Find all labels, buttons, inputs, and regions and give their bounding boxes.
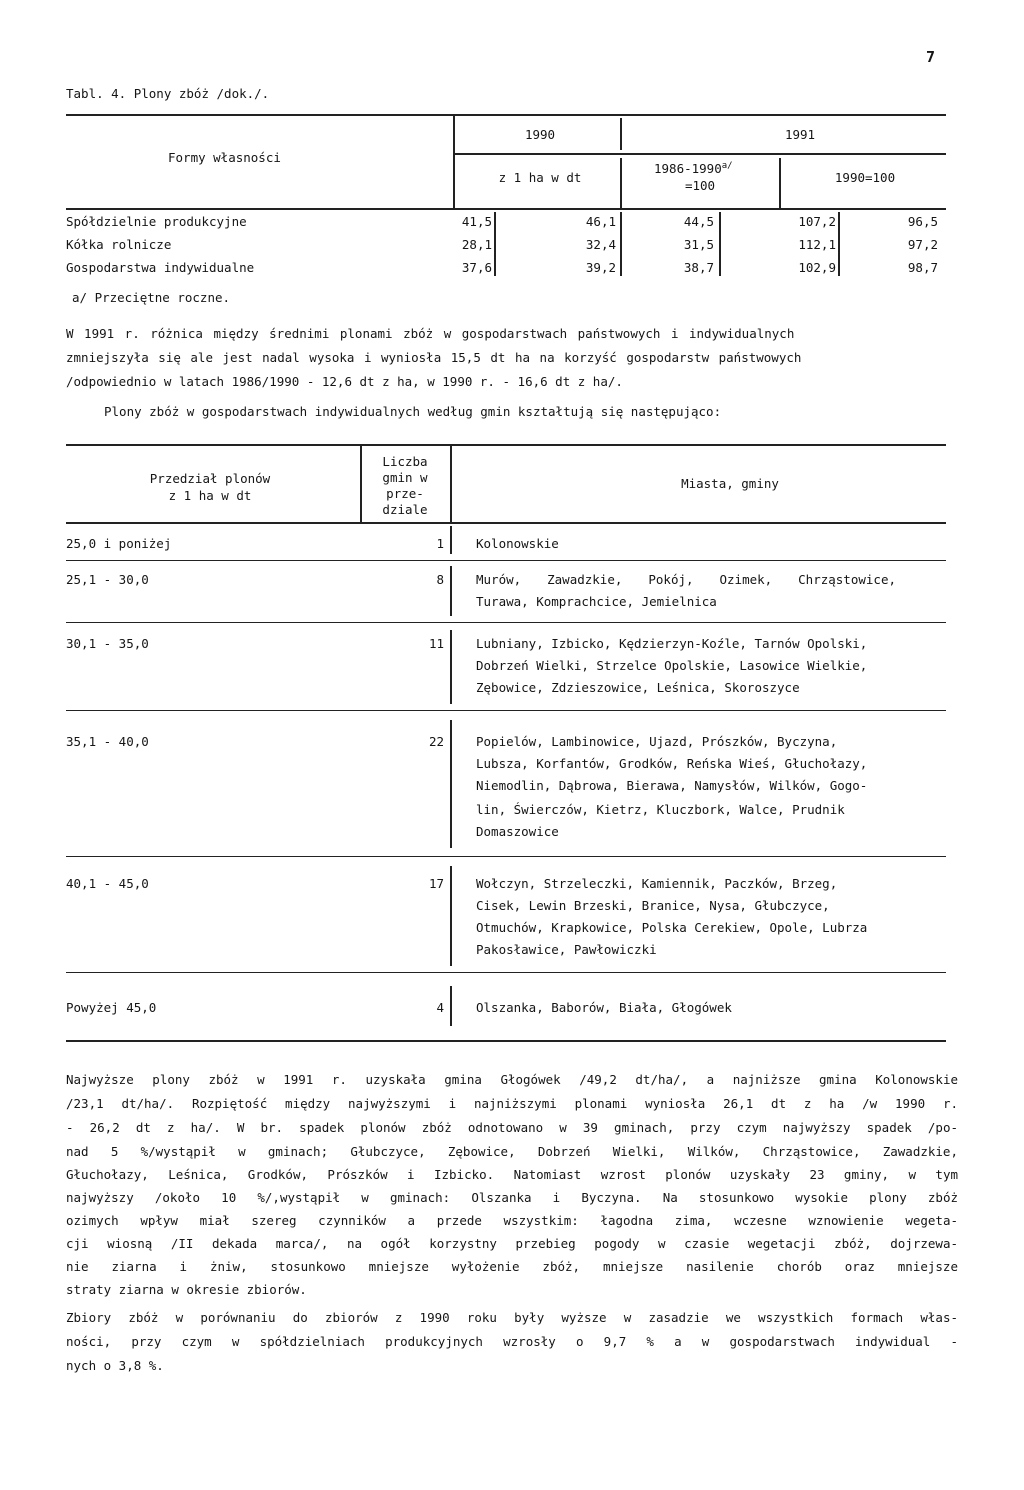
places-line: Otmuchów, Krapkowice, Polska Cerekiew, Opole, Lubrza (476, 920, 868, 935)
cell-1991-value: 44,5 (683, 214, 714, 229)
text-line: Najwyższe plony zbóż w 1991 r. uzyskała gmina Głogówek /49,2 dt/ha/, a najniższe gmina Kolonowskie (66, 1072, 958, 1087)
count-cell: 11 (428, 636, 444, 651)
text-line: /odpowiednio w latach 1986/1990 - 12,6 dt z ha, w 1990 r. - 16,6 dt z ha/. (66, 374, 623, 389)
header-municipality-count (362, 454, 448, 518)
places-line: Cisek, Lewin Brzeski, Branice, Nysa, Głubczyce, (476, 898, 830, 913)
row-label: Spółdzielnie produkcyjne (66, 214, 247, 229)
range-cell: 40,1 - 45,0 (66, 876, 149, 891)
cell-1990-min: 37,6 (461, 260, 492, 275)
text-line: - 26,2 dt z ha/. W br. spadek plonów zbóż odnotowano w 39 gminach, przy czym najwyższy spadek /po- (66, 1120, 958, 1135)
text-line: nych o 3,8 %. (66, 1358, 164, 1373)
header-count-line: Liczba (382, 454, 428, 469)
header-unit: z 1 ha w dt (498, 170, 582, 185)
places-line: Wołczyn, Strzeleczki, Kamiennik, Paczków, Brzeg, (476, 876, 838, 891)
text-line: Zbiory zbóż w porównaniu do zbiorów z 1990 roku były wyższe w zasadzie we wszystkich formach włas- (66, 1310, 958, 1325)
header-count-line: gmin w (382, 470, 428, 485)
cell-1990-value: 32,4 (585, 237, 616, 252)
text-line: Głuchołazy, Leśnica, Grodków, Prószków i Izbicko. Natomiast wzrost plonów uzyskały 23 gminy, w tym (66, 1167, 958, 1182)
header-count-line: dziale (382, 502, 428, 517)
row-label: Kółka rolnicze (66, 237, 172, 252)
table2-intro: Plony zbóż w gospodarstwach indywidualnych według gmin kształtują się następująco: (104, 404, 722, 419)
places-line: Lubniany, Izbicko, Kędzierzyn-Koźle, Tarnów Opolski, (476, 636, 868, 651)
count-cell: 8 (436, 572, 444, 587)
cell-index-1990: 97,2 (907, 237, 938, 252)
count-cell: 22 (428, 734, 444, 749)
text-line: straty ziarna w okresie zbiorów. (66, 1282, 307, 1297)
text-line: ności, przy czym w spółdzielniach produkcyjnych wzrosły o 9,7 % a w gospodarstwach indywidual - (66, 1334, 958, 1349)
range-cell: 25,0 i poniżej (66, 536, 172, 551)
table-footnote: a/ Przeciętne roczne. (72, 290, 231, 305)
cell-1990-value: 46,1 (585, 214, 616, 229)
places-line: Turawa, Komprachcice, Jemielnica (476, 594, 717, 609)
places-line: lin, Świerczów, Kietrz, Kluczbork, Walce, Prudnik (476, 802, 845, 817)
header-count-line: prze- (386, 486, 424, 501)
text-line: /23,1 dt/ha/. Rozpiętość między najwyższymi i najniższymi plonami wyniosła 26,1 dt z ha /w 1990 r. (66, 1096, 958, 1111)
range-cell: 35,1 - 40,0 (66, 734, 149, 749)
header-index-1990: 1990=100 (834, 170, 896, 185)
text-line: nie ziarna i żniw, stosunkowo mniejsze wyłożenie zbóż, mniejsze nasilenie chorób oraz mniejsze (66, 1259, 958, 1274)
index-base-text: 1986-1990 (654, 161, 722, 177)
cell-1990-min: 41,5 (461, 214, 492, 229)
text-line: najwyższy /około 10 %/,wystąpił w gminach: Olszanka i Byczyna. Na stosunkowo wysokie plony zbóż (66, 1190, 958, 1205)
text-line: W 1991 r. różnica między średnimi plonami zbóż w gospodarstwach państwowych i indywidualnych (66, 326, 795, 341)
places-line: Dobrzeń Wielki, Strzelce Opolskie, Lasowice Wielkie, (476, 658, 868, 673)
header-yield-range (100, 470, 320, 504)
range-cell: Powyżej 45,0 (66, 1000, 157, 1015)
cell-1990-value: 39,2 (585, 260, 616, 275)
range-cell: 30,1 - 35,0 (66, 636, 149, 651)
places-line: Murów, Zawadzkie, Pokój, Ozimek, Chrząstowice, (476, 572, 896, 587)
count-cell: 17 (428, 876, 444, 891)
text-line: ozimych wpływ miał szereg czynników a przede wszystkim: łagodna zima, wczesne wznowienie wegeta- (66, 1213, 958, 1228)
cell-index-1990: 96,5 (907, 214, 938, 229)
page-number: 7 (926, 48, 936, 66)
range-cell: 25,1 - 30,0 (66, 572, 149, 587)
places-line: Lubsza, Korfantów, Grodków, Reńska Wieś, Głuchołazy, (476, 756, 868, 771)
cell-index-base: 107,2 (798, 214, 836, 229)
header-year-1990: 1990 (524, 127, 556, 142)
header-index-base (654, 161, 733, 176)
places-line: Zębowice, Zdzieszowice, Leśnica, Skoroszyce (476, 680, 800, 695)
header-yield-range-line: Przedział plonów (149, 471, 271, 486)
header-index-base-eq: =100 (684, 178, 716, 193)
places-line: Pakosławice, Pawłowiczki (476, 942, 657, 957)
index-base-footnote-mark: a/ (721, 161, 733, 171)
places-line: Olszanka, Baborów, Biała, Głogówek (476, 1000, 732, 1015)
places-line: Niemodlin, Dąbrowa, Bierawa, Namysłów, Wilków, Gogo- (476, 778, 868, 793)
count-cell: 4 (436, 1000, 444, 1015)
cell-index-base: 112,1 (798, 237, 836, 252)
row-label: Gospodarstwa indywidualne (66, 260, 255, 275)
text-line: nad 5 %/wystąpił w gminach; Głubczyce, Zębowice, Dobrzeń Wielki, Wilków, Chrząstowice, Zawadzkie, (66, 1144, 958, 1159)
cell-1990-min: 28,1 (461, 237, 492, 252)
header-places: Miasta, gminy (681, 476, 779, 491)
count-cell: 1 (436, 536, 444, 551)
cell-index-1990: 98,7 (907, 260, 938, 275)
places-line: Domaszowice (476, 824, 559, 839)
text-line: cji wiosną /II dekada marca/, na ogół korzystny przebieg pogody w czasie wegetacji zbóż, dojrzewa- (66, 1236, 958, 1251)
header-forms-of-ownership: Formy własności (168, 150, 281, 165)
header-year-1991: 1991 (784, 127, 816, 142)
cell-index-base: 102,9 (798, 260, 836, 275)
places-line: Popielów, Lambinowice, Ujazd, Prószków, Byczyna, (476, 734, 838, 749)
table-title: Tabl. 4. Plony zbóż /dok./. (66, 86, 270, 101)
places-line: Kolonowskie (476, 536, 559, 551)
cell-1991-value: 38,7 (683, 260, 714, 275)
cell-1991-value: 31,5 (683, 237, 714, 252)
header-yield-range-line: z 1 ha w dt (168, 488, 252, 503)
text-line: zmniejszyła się ale jest nadal wysoka i wyniosła 15,5 dt ha na korzyść gospodarstw państwowych (66, 350, 802, 365)
